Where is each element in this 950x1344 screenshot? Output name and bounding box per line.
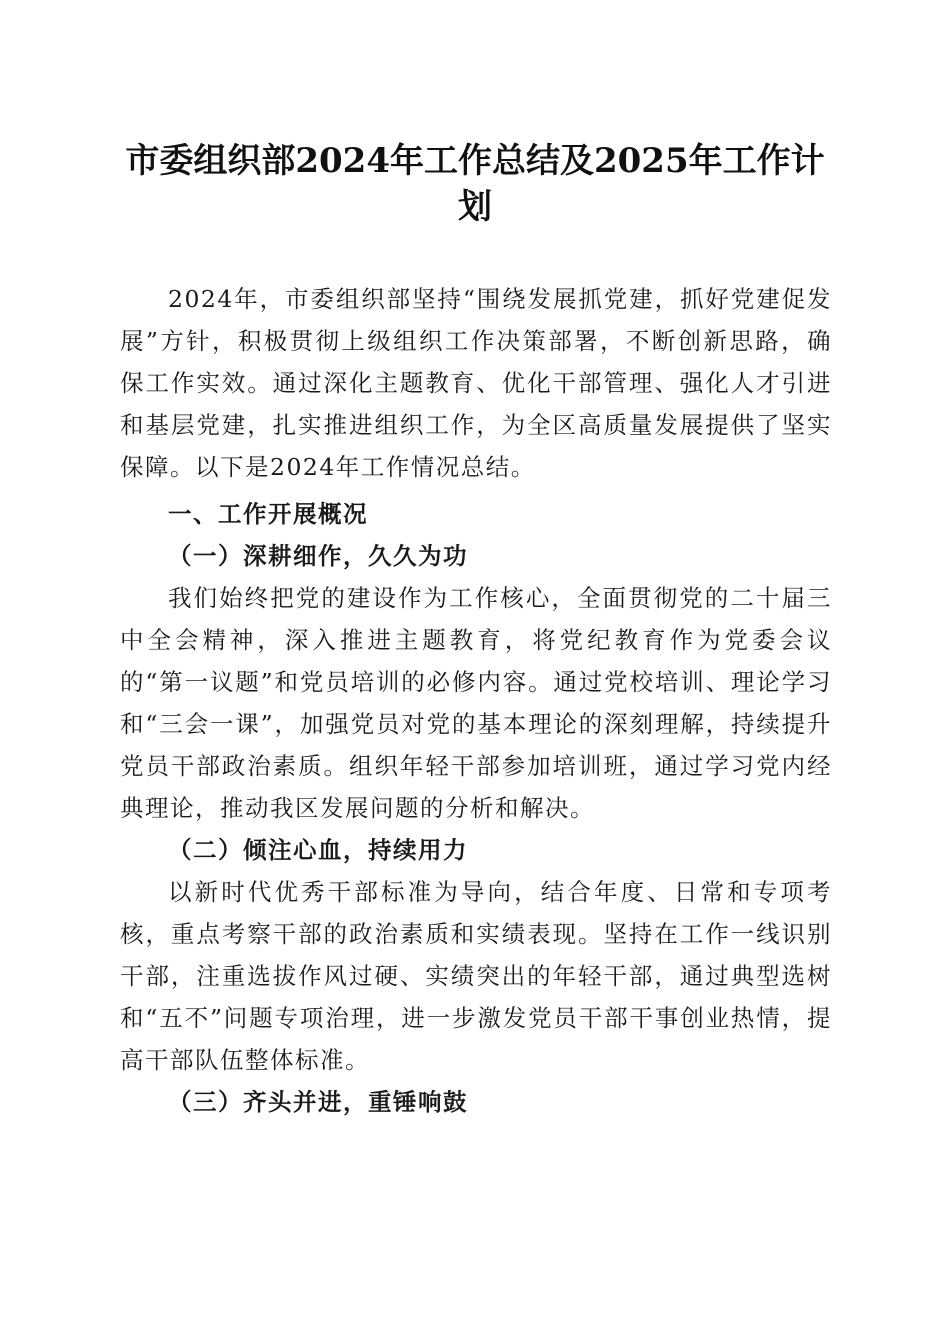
document-title [110,138,840,230]
subsection-body-2: 以新时代优秀干部标准为导向，结合年度、日常和专项考核，重点考察干部的政治素质和实绩表现。坚持在工作一线识别干部，注重选拔作风过硬、实绩突出的年轻干部，通过典型选树和“五不”问题专项治理，进一步激发党员干部干事创业热情，提高干部队伍整体标准。 [120,878,832,1074]
intro-paragraph: 2024年，市委组织部坚持“围绕发展抓党建，抓好党建促发展”方针，积极贯彻上级组织工作决策部署，不断创新思路，确保工作实效。通过深化主题教育、优化干部管理、强化人才引进和基层党建，扎实推进组织工作，为全区高质量发展提供了坚实保障。以下是2024年工作情况总结。 [120,285,832,481]
document-body [120,278,832,1123]
section-heading-1: 一、工作开展概况 [168,500,368,528]
subsection-heading-3: （三）齐头并进，重锤响鼓 [168,1088,468,1116]
title-line-2: 划 [458,187,492,227]
subsection-body-1: 我们始终把党的建设作为工作核心，全面贯彻党的二十届三中全会精神，深入推进主题教育，将党纪教育作为党委会议的“第一议题”和党员培训的必修内容。通过党校培训、理论学习和“三会一课”，加强党员对党的基本理论的深刻理解，持续提升党员干部政治素质。组织年轻干部参加培训班，通过学习党内经典理论，推动我区发展问题的分析和解决。 [120,584,832,822]
title-line-1: 市委组织部2024年工作总结及2025年工作计 [125,141,825,181]
subsection-heading-1: （一）深耕细作，久久为功 [168,542,468,570]
subsection-heading-2: （二）倾注心血，持续用力 [168,836,468,864]
